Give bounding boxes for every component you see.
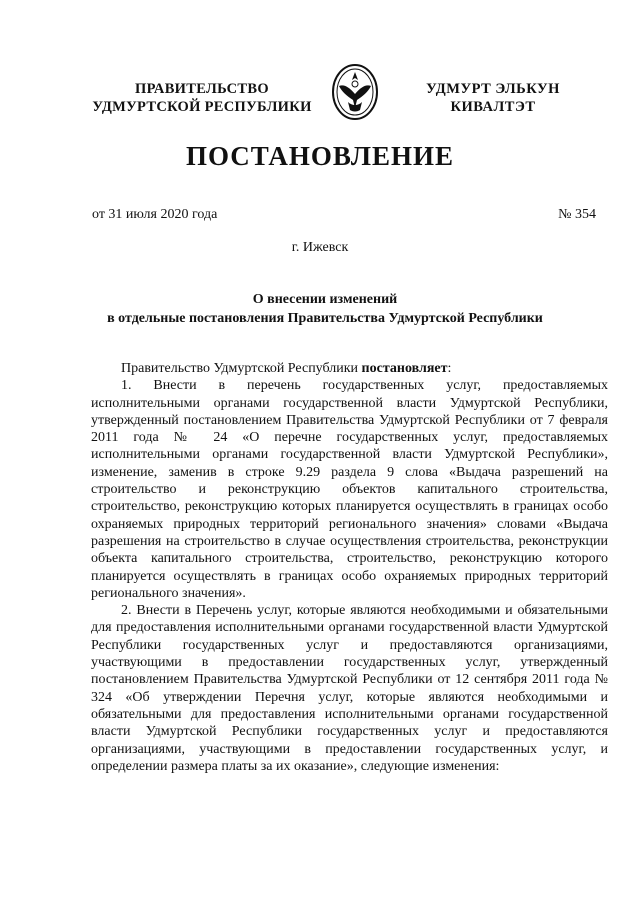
- government-name-udmurt-line1: УДМУРТ ЭЛЬКУН: [426, 81, 560, 97]
- item-1-paragraph: 1. Внести в перечень государственных услуг, предоставляемых исполнительными органами государственной власти Удмуртской Республики, утвержденный постановлением Правительства Удмуртской Республики от 7 февраля 2011 года № 24 «О перечне государственных услуг, предоставляемых исполнительными органами государственной власти Удмуртской Республики», изменение, заменив в строке 9.29 раздела 9 слова «Выдача разрешений на строительство и реконструкцию объектов капитального строительства, строительство, реконструкцию которых планируется осуществлять в границах особо охраняемых природных территорий регионального значения» словами «Выдача разрешения на строительство в случае осуществления строительства, реконструкции объекта капитального строительства, строительство, реконструкцию которого планируется осуществлять в границах особо охраняемых природных территорий регионального значения».: [91, 378, 608, 601]
- document-date: от 31 июля 2020 года: [92, 207, 218, 222]
- udmurt-coat-of-arms-icon: [330, 62, 380, 122]
- document-number: № 354: [558, 207, 596, 222]
- intro-colon: :: [447, 361, 452, 376]
- intro-text: Правительство Удмуртской Республики: [121, 361, 362, 376]
- government-name-udmurt-line2: КИВАЛТЭТ: [450, 99, 536, 115]
- subject-line1: О внесении изменений: [252, 292, 398, 307]
- document-body: [91, 360, 608, 775]
- government-name-line1: ПРАВИТЕЛЬСТВО: [135, 81, 269, 97]
- document-subject: [60, 290, 590, 328]
- government-name-udmurt: [408, 80, 578, 116]
- item-2-paragraph: 2. Внести в Перечень услуг, которые являются необходимыми и обязательными для предоставления исполнительными органами государственной власти Удмуртской Республики государственных услуг и предоставляются организациями, участвующими в предоставлении государственных услуг, утвержденный постановлением Правительства Удмуртской Республики от 12 сентября 2011 года № 324 «Об утверждении Перечня услуг, которые являются необходимыми и обязательными для предоставления исполнительными органами государственной власти Удмуртской Республики государственных услуг и предоставляются организациями, участвующими в предоставлении государственных услуг, и определении размера платы за их оказание», следующие изменения:: [91, 603, 608, 774]
- government-name-russian: [82, 80, 322, 116]
- government-name-line2: УДМУРТСКОЙ РЕСПУБЛИКИ: [92, 99, 312, 115]
- subject-line2: в отдельные постановления Правительства Удмуртской Республики: [107, 311, 543, 326]
- document-title: ПОСТАНОВЛЕНИЕ: [185, 141, 455, 171]
- intro-paragraph: [91, 360, 608, 377]
- intro-verb: постановляет: [361, 361, 448, 376]
- document-city: г. Ижевск: [291, 240, 349, 255]
